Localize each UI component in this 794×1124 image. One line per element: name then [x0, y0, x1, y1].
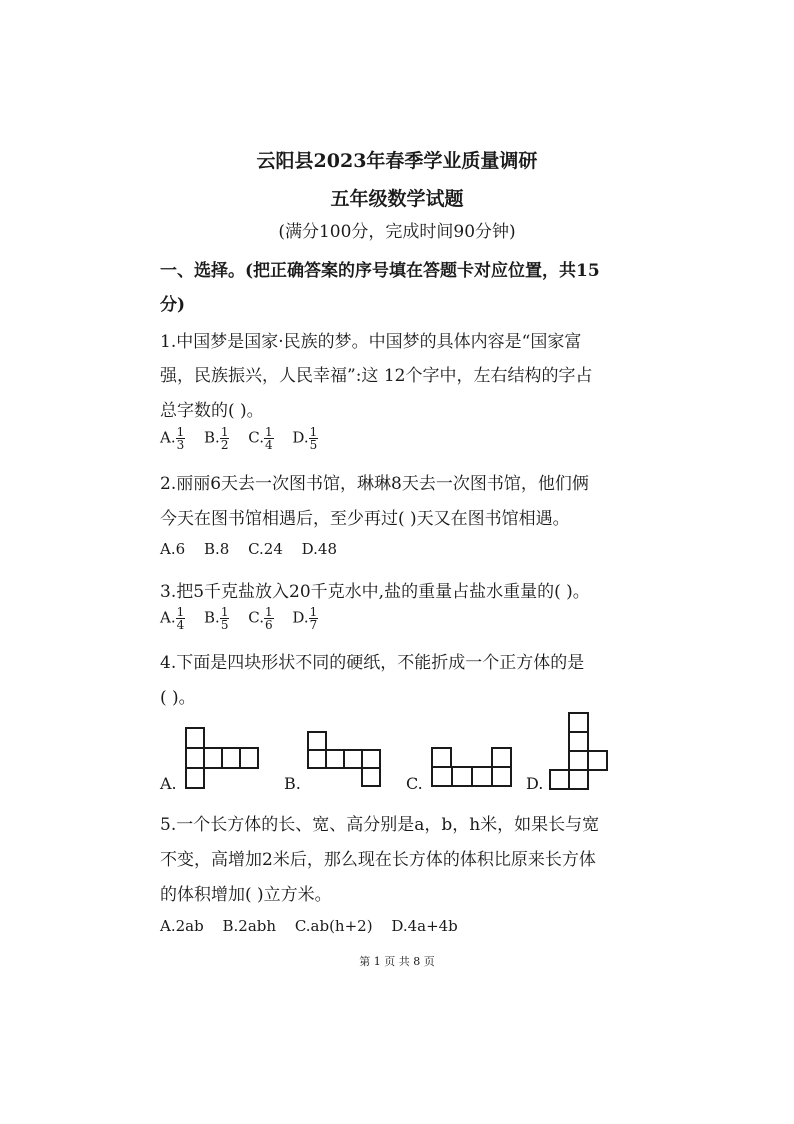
- q4-label-b: B.: [284, 774, 301, 793]
- denominator: 4: [264, 438, 273, 452]
- denominator: 6: [264, 618, 273, 632]
- fraction: [309, 426, 319, 451]
- cube-net-d: [549, 712, 611, 792]
- numerator: 1: [220, 605, 229, 619]
- q2-options: [160, 540, 351, 558]
- q5-line2: 不变，高增加2米后，那么现在长方体的体积比原来长方体: [160, 850, 596, 870]
- q2-option-c: C.24: [248, 540, 283, 558]
- q1-option-d-label: D.: [292, 428, 309, 447]
- q5-option-a: A.2ab: [160, 917, 204, 935]
- q5-option-c: C.ab(h+2): [294, 917, 373, 935]
- q3-option-c-label: C.: [248, 608, 264, 627]
- denominator: 4: [176, 618, 185, 632]
- q1-option-a-label: A.: [160, 428, 176, 447]
- fraction: [309, 606, 319, 631]
- denominator: 5: [309, 438, 318, 452]
- q5-line3: 的体积增加( )立方米。: [160, 885, 332, 905]
- q2-option-d: D.48: [301, 540, 338, 558]
- q3-option-a-label: A.: [160, 608, 176, 627]
- numerator: 1: [176, 605, 185, 619]
- q3-option-d: [292, 606, 318, 631]
- numerator: 1: [309, 605, 318, 619]
- fraction: [220, 606, 230, 631]
- numerator: 1: [309, 425, 318, 439]
- fraction: [176, 606, 186, 631]
- denominator: 3: [176, 438, 185, 452]
- q1-line2: 强，民族振兴，人民幸福”:这 12个字中，左右结构的字占: [160, 366, 593, 386]
- q3-line1: 3.把5千克盐放入20千克水中,盐的重量占盐水重量的( )。: [160, 582, 590, 602]
- q1-line3: 总字数的( )。: [160, 401, 264, 421]
- q4-label-d: D.: [526, 774, 544, 793]
- exam-note: (满分100分，完成时间90分钟): [278, 222, 516, 242]
- q3-option-c: [248, 606, 273, 631]
- numerator: 1: [264, 605, 273, 619]
- q1-option-b-label: B.: [204, 428, 220, 447]
- q5-line1: 5.一个长方体的长、宽、高分别是a，b，h米，如果长与宽: [160, 815, 600, 835]
- denominator: 7: [309, 618, 318, 632]
- q1-option-b: [204, 426, 229, 451]
- q3-option-b: [204, 606, 229, 631]
- numerator: 1: [264, 425, 273, 439]
- q3-option-d-label: D.: [292, 608, 309, 627]
- q5-option-b: B.2abh: [222, 917, 277, 935]
- denominator: 5: [220, 618, 229, 632]
- numerator: 1: [220, 425, 229, 439]
- section-heading-line2: 分): [160, 295, 186, 315]
- q5-option-d: D.4a+4b: [391, 917, 458, 935]
- q3-option-b-label: B.: [204, 608, 220, 627]
- cube-net-a: [185, 727, 265, 791]
- q4-line1: 4.下面是四块形状不同的硬纸，不能折成一个正方体的是: [160, 653, 585, 673]
- fraction: [176, 426, 186, 451]
- q1-option-d: [292, 426, 318, 451]
- q1-option-a: [160, 426, 185, 451]
- q2-option-a: A.6: [160, 540, 186, 558]
- fraction: [264, 606, 274, 631]
- exam-subtitle: 五年级数学试题: [330, 188, 464, 210]
- q5-options: [160, 917, 472, 935]
- q1-option-c: [248, 426, 273, 451]
- q3-options: [160, 606, 332, 631]
- q3-option-a: [160, 606, 185, 631]
- cube-net-b: [307, 731, 387, 791]
- q2-line1: 2.丽丽6天去一次图书馆，琳琳8天去一次图书馆，他们俩: [160, 474, 589, 494]
- exam-title: 云阳县2023年春季学业质量调研: [256, 150, 538, 172]
- q4-label-a: A.: [160, 774, 177, 793]
- q4-line2: ( )。: [160, 688, 196, 708]
- fraction: [264, 426, 274, 451]
- q4-label-c: C.: [406, 774, 423, 793]
- q1-option-c-label: C.: [248, 428, 264, 447]
- section-heading-line1: 一、选择。(把正确答案的序号填在答题卡对应位置，共15: [160, 261, 600, 281]
- denominator: 2: [220, 438, 229, 452]
- q2-line2: 今天在图书馆相遇后，至少再过( )天又在图书馆相遇。: [160, 509, 570, 529]
- q1-line1: 1.中国梦是国家·民族的梦。中国梦的具体内容是“国家富: [160, 332, 582, 352]
- numerator: 1: [176, 425, 185, 439]
- page-footer: 第 1 页 共 8 页: [359, 955, 435, 968]
- q1-options: [160, 426, 332, 451]
- q2-option-b: B.8: [203, 540, 230, 558]
- fraction: [220, 426, 230, 451]
- cube-net-c: [431, 747, 515, 791]
